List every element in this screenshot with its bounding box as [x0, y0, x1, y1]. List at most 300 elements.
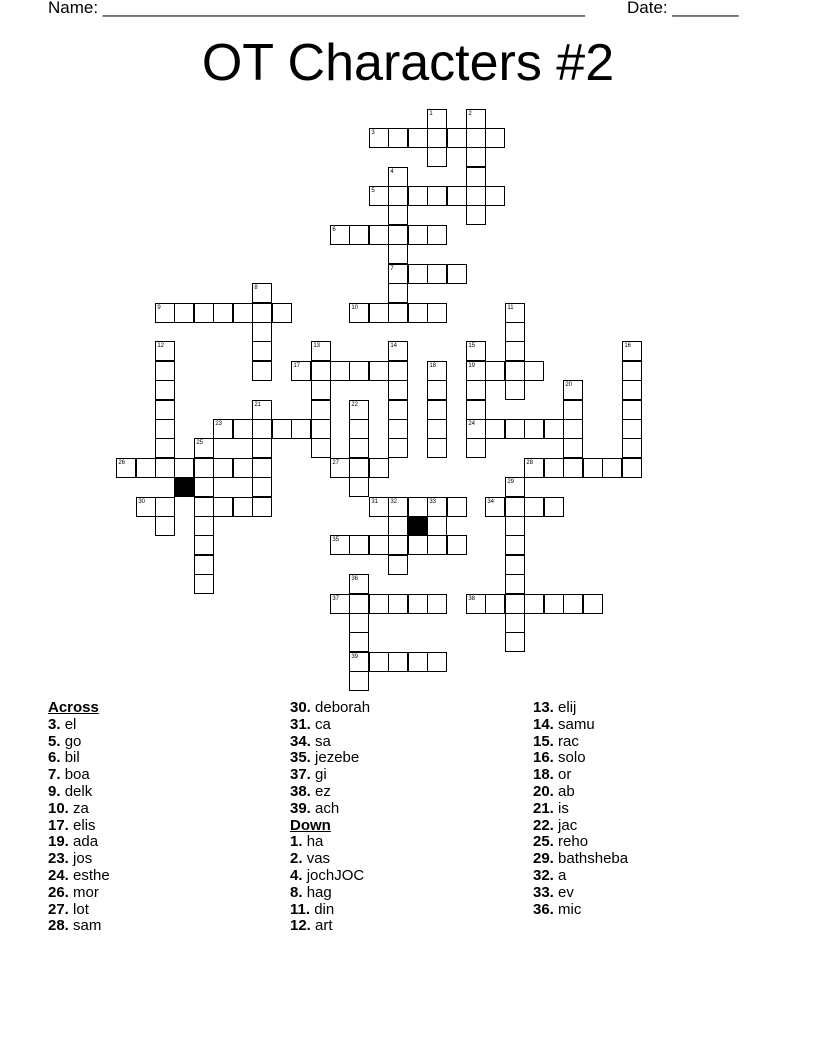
clue-item-number: 35.: [290, 749, 311, 767]
clue-item-text: art: [315, 917, 333, 935]
grid-cell[interactable]: [388, 264, 407, 283]
grid-cell[interactable]: [155, 516, 174, 535]
grid-cell[interactable]: [349, 303, 368, 322]
grid-cell[interactable]: [388, 555, 407, 574]
grid-cell[interactable]: [427, 109, 446, 128]
grid-cell[interactable]: [369, 361, 388, 380]
grid-cell[interactable]: [466, 419, 485, 438]
clue-column-1: [48, 700, 110, 935]
clue-item-number: 25.: [533, 833, 554, 851]
clue-number: 25: [196, 440, 203, 447]
clue-item: [290, 902, 370, 919]
clue-item-number: 13.: [533, 699, 554, 716]
grid-cell[interactable]: [388, 167, 407, 186]
grid-cell[interactable]: [427, 303, 446, 322]
grid-cell[interactable]: [194, 535, 213, 554]
grid-cell[interactable]: [272, 303, 291, 322]
clue-item-text: is: [558, 799, 569, 817]
grid-cell[interactable]: [252, 477, 271, 496]
grid-cell[interactable]: [174, 458, 193, 477]
clue-item-number: 1.: [290, 833, 303, 851]
grid-cell[interactable]: [349, 613, 368, 632]
clue-item: [290, 767, 370, 784]
grid-cell[interactable]: [466, 400, 485, 419]
grid-cell[interactable]: [388, 361, 407, 380]
clue-item: [48, 767, 110, 784]
grid-cell[interactable]: [485, 497, 504, 516]
clue-item: [533, 818, 628, 835]
grid-cell[interactable]: [505, 613, 524, 632]
grid-cell[interactable]: [408, 497, 427, 516]
grid-cell[interactable]: [388, 341, 407, 360]
clue-number: 30: [138, 499, 145, 506]
grid-cell[interactable]: [563, 594, 582, 613]
grid-cell[interactable]: [252, 361, 271, 380]
clue-number: 26: [118, 460, 125, 467]
grid-cell[interactable]: [233, 419, 252, 438]
grid-cell[interactable]: [194, 516, 213, 535]
grid-cell[interactable]: [427, 380, 446, 399]
grid-cell[interactable]: [408, 264, 427, 283]
grid-cell[interactable]: [252, 322, 271, 341]
grid-cell[interactable]: [622, 400, 641, 419]
clue-item-text: rac: [558, 732, 579, 750]
clue-item-text: ev: [558, 883, 574, 901]
clue-item-number: 2.: [290, 850, 303, 868]
grid-cell[interactable]: [427, 497, 446, 516]
grid-cell[interactable]: [291, 419, 310, 438]
grid-cell[interactable]: [427, 361, 446, 380]
grid-cell[interactable]: [524, 419, 543, 438]
grid-cell[interactable]: [427, 652, 446, 671]
grid-cell[interactable]: [563, 419, 582, 438]
grid-cell[interactable]: [311, 380, 330, 399]
clue-item: [533, 851, 628, 868]
clue-number: 38: [468, 596, 475, 603]
grid-cell[interactable]: [388, 225, 407, 244]
grid-cell[interactable]: [194, 574, 213, 593]
grid-cell[interactable]: [369, 497, 388, 516]
clue-number: 18: [429, 363, 436, 370]
grid-cell[interactable]: [369, 594, 388, 613]
clue-item: [533, 750, 628, 767]
clue-number: 35: [332, 537, 339, 544]
clue-item-number: 31.: [290, 715, 311, 733]
grid-cell[interactable]: [466, 594, 485, 613]
grid-cell[interactable]: [349, 400, 368, 419]
clue-item-number: 20.: [533, 782, 554, 800]
grid-cell[interactable]: [563, 400, 582, 419]
grid-cell[interactable]: [447, 186, 466, 205]
grid-cell[interactable]: [388, 205, 407, 224]
grid-cell[interactable]: [427, 225, 446, 244]
grid-cell[interactable]: [622, 438, 641, 457]
grid-cell[interactable]: [311, 419, 330, 438]
grid-cell[interactable]: [311, 361, 330, 380]
clue-item-number: 18.: [533, 766, 554, 784]
clue-number: 9: [157, 305, 161, 312]
grid-cell[interactable]: [408, 225, 427, 244]
clue-item: [48, 902, 110, 919]
grid-cell[interactable]: [466, 109, 485, 128]
clue-item: [290, 717, 370, 734]
grid-cell[interactable]: [388, 594, 407, 613]
grid-cell[interactable]: [388, 497, 407, 516]
grid-cell[interactable]: [427, 516, 446, 535]
grid-cell[interactable]: [330, 225, 349, 244]
grid-cell[interactable]: [447, 264, 466, 283]
grid-cell[interactable]: [116, 458, 135, 477]
grid-cell[interactable]: [213, 497, 232, 516]
clue-item-text: sa: [315, 732, 331, 750]
grid-cell[interactable]: [194, 303, 213, 322]
clue-item-number: 32.: [533, 866, 554, 884]
grid-cell[interactable]: [505, 574, 524, 593]
clue-item-text: mor: [73, 883, 99, 901]
clue-item-number: 12.: [290, 917, 311, 935]
clue-item-text: ach: [315, 799, 340, 817]
grid-cell[interactable]: [427, 535, 446, 554]
grid-cell[interactable]: [622, 361, 641, 380]
grid-cell[interactable]: [311, 400, 330, 419]
grid-cell[interactable]: [155, 341, 174, 360]
grid-cell[interactable]: [427, 264, 446, 283]
grid-cell[interactable]: [505, 516, 524, 535]
grid-cell[interactable]: [563, 438, 582, 457]
grid-cell[interactable]: [447, 535, 466, 554]
grid-cell[interactable]: [388, 535, 407, 554]
clue-number: 17: [293, 363, 300, 370]
grid-cell[interactable]: [369, 303, 388, 322]
grid-cell[interactable]: [349, 632, 368, 651]
grid-cell[interactable]: [583, 458, 602, 477]
grid-cell[interactable]: [544, 419, 563, 438]
grid-cell[interactable]: [369, 458, 388, 477]
black-square: [408, 516, 427, 535]
grid-cell[interactable]: [427, 419, 446, 438]
grid-cell[interactable]: [485, 186, 504, 205]
clue-item-number: 38.: [290, 782, 311, 800]
clue-item: [533, 717, 628, 734]
grid-cell[interactable]: [155, 303, 174, 322]
grid-cell[interactable]: [311, 438, 330, 457]
grid-cell[interactable]: [213, 303, 232, 322]
clue-item-text: hag: [306, 883, 332, 901]
grid-cell[interactable]: [583, 594, 602, 613]
grid-cell[interactable]: [194, 477, 213, 496]
grid-cell[interactable]: [505, 303, 524, 322]
grid-cell[interactable]: [466, 361, 485, 380]
grid-cell[interactable]: [505, 555, 524, 574]
clue-item: [533, 734, 628, 751]
grid-cell[interactable]: [349, 671, 368, 690]
grid-cell[interactable]: [563, 380, 582, 399]
grid-cell[interactable]: [330, 458, 349, 477]
grid-cell[interactable]: [388, 438, 407, 457]
clue-item: [533, 700, 628, 717]
clue-number: 23: [215, 421, 222, 428]
grid-cell[interactable]: [408, 128, 427, 147]
grid-cell[interactable]: [369, 652, 388, 671]
grid-cell[interactable]: [388, 303, 407, 322]
clue-item-text: ca: [315, 715, 331, 733]
across-heading: Across: [48, 699, 99, 716]
clue-item: [290, 801, 370, 818]
grid-cell[interactable]: [136, 458, 155, 477]
clue-item-number: 5.: [48, 732, 61, 750]
clue-number: 2: [468, 111, 472, 118]
grid-cell[interactable]: [369, 128, 388, 147]
grid-cell[interactable]: [427, 438, 446, 457]
clue-item-text: ez: [315, 782, 331, 800]
grid-cell[interactable]: [408, 186, 427, 205]
clue-item-text: reho: [558, 833, 589, 851]
clue-number: 31: [371, 499, 378, 506]
grid-cell[interactable]: [622, 380, 641, 399]
grid-cell[interactable]: [330, 535, 349, 554]
grid-cell[interactable]: [505, 535, 524, 554]
clue-item-number: 26.: [48, 883, 69, 901]
clue-item-text: a: [558, 866, 567, 884]
clue-number: 13: [313, 343, 320, 350]
grid-cell[interactable]: [466, 167, 485, 186]
clue-number: 39: [351, 654, 358, 661]
grid-cell[interactable]: [602, 458, 621, 477]
grid-cell[interactable]: [272, 419, 291, 438]
grid-cell[interactable]: [408, 594, 427, 613]
grid-cell[interactable]: [252, 400, 271, 419]
clue-item-number: 3.: [48, 715, 61, 733]
grid-cell[interactable]: [388, 244, 407, 263]
clue-number: 16: [624, 343, 631, 350]
clue-number: 21: [254, 402, 261, 409]
grid-cell[interactable]: [505, 497, 524, 516]
clue-item-number: 39.: [290, 799, 311, 817]
grid-cell[interactable]: [505, 594, 524, 613]
grid-cell[interactable]: [311, 341, 330, 360]
grid-cell[interactable]: [349, 535, 368, 554]
clue-item-number: 16.: [533, 749, 554, 767]
grid-cell[interactable]: [427, 594, 446, 613]
grid-cell[interactable]: [427, 400, 446, 419]
clue-item-text: solo: [558, 749, 586, 767]
grid-cell[interactable]: [485, 128, 504, 147]
clue-item: [290, 885, 370, 902]
clue-item-text: esthe: [73, 866, 110, 884]
grid-cell[interactable]: [524, 594, 543, 613]
black-square: [174, 477, 193, 496]
grid-cell[interactable]: [544, 458, 563, 477]
grid-cell[interactable]: [194, 458, 213, 477]
grid-cell[interactable]: [155, 438, 174, 457]
grid-cell[interactable]: [349, 594, 368, 613]
grid-cell[interactable]: [622, 419, 641, 438]
clue-item-number: 34.: [290, 732, 311, 750]
grid-cell[interactable]: [194, 438, 213, 457]
grid-cell[interactable]: [155, 419, 174, 438]
grid-cell[interactable]: [505, 380, 524, 399]
grid-cell[interactable]: [408, 652, 427, 671]
grid-cell[interactable]: [233, 458, 252, 477]
grid-cell[interactable]: [388, 516, 407, 535]
grid-cell[interactable]: [505, 419, 524, 438]
clue-item-text: jac: [558, 816, 578, 834]
clue-number: 34: [487, 499, 494, 506]
clue-item: [290, 734, 370, 751]
clue-item: [533, 801, 628, 818]
grid-cell[interactable]: [349, 458, 368, 477]
grid-cell[interactable]: [505, 477, 524, 496]
clue-item-number: 14.: [533, 715, 554, 733]
grid-cell[interactable]: [233, 303, 252, 322]
clue-number: 1: [429, 111, 433, 118]
clue-number: 10: [351, 305, 358, 312]
clue-number: 3: [371, 130, 375, 137]
grid-cell[interactable]: [252, 283, 271, 302]
grid-cell[interactable]: [388, 419, 407, 438]
grid-cell[interactable]: [466, 341, 485, 360]
grid-cell[interactable]: [505, 361, 524, 380]
clue-item-number: 33.: [533, 883, 554, 901]
grid-cell[interactable]: [388, 380, 407, 399]
grid-cell[interactable]: [213, 458, 232, 477]
clue-item-number: 10.: [48, 799, 69, 817]
clue-item-number: 15.: [533, 732, 554, 750]
grid-cell[interactable]: [349, 225, 368, 244]
grid-cell[interactable]: [524, 497, 543, 516]
grid-cell[interactable]: [447, 128, 466, 147]
grid-cell[interactable]: [155, 497, 174, 516]
grid-cell[interactable]: [252, 419, 271, 438]
grid-cell[interactable]: [466, 186, 485, 205]
grid-cell[interactable]: [349, 438, 368, 457]
grid-cell[interactable]: [155, 458, 174, 477]
grid-cell[interactable]: [194, 555, 213, 574]
grid-cell[interactable]: [466, 380, 485, 399]
grid-cell[interactable]: [388, 652, 407, 671]
grid-cell[interactable]: [388, 128, 407, 147]
grid-cell[interactable]: [155, 400, 174, 419]
grid-cell[interactable]: [252, 438, 271, 457]
grid-cell[interactable]: [330, 594, 349, 613]
grid-cell[interactable]: [427, 186, 446, 205]
clue-number: 24: [468, 421, 475, 428]
grid-cell[interactable]: [349, 477, 368, 496]
clue-item: [48, 918, 110, 935]
grid-cell[interactable]: [194, 497, 213, 516]
grid-cell[interactable]: [466, 205, 485, 224]
clue-item-number: 36.: [533, 900, 554, 918]
grid-cell[interactable]: [505, 341, 524, 360]
clue-item-text: bil: [64, 749, 80, 767]
clue-column-3: [533, 700, 628, 918]
grid-cell[interactable]: [485, 594, 504, 613]
grid-cell[interactable]: [291, 361, 310, 380]
clue-item-number: 8.: [290, 883, 303, 901]
clue-number: 19: [468, 363, 475, 370]
grid-cell[interactable]: [388, 400, 407, 419]
grid-cell[interactable]: [505, 632, 524, 651]
clue-number: 4: [390, 169, 394, 176]
clue-item: [48, 834, 110, 851]
grid-cell[interactable]: [155, 380, 174, 399]
grid-cell[interactable]: [252, 497, 271, 516]
grid-cell[interactable]: [466, 128, 485, 147]
clue-item-number: 23.: [48, 850, 69, 868]
grid-cell[interactable]: [466, 147, 485, 166]
grid-cell[interactable]: [349, 574, 368, 593]
clue-item-text: jezebe: [315, 749, 360, 767]
grid-cell[interactable]: [622, 458, 641, 477]
clue-number: 11: [507, 305, 514, 312]
grid-cell[interactable]: [388, 283, 407, 302]
grid-cell[interactable]: [349, 419, 368, 438]
grid-cell[interactable]: [524, 458, 543, 477]
grid-cell[interactable]: [622, 341, 641, 360]
clue-item: [48, 868, 110, 885]
grid-cell[interactable]: [408, 535, 427, 554]
grid-cell[interactable]: [505, 322, 524, 341]
clue-item: [533, 868, 628, 885]
grid-cell[interactable]: [174, 303, 193, 322]
grid-cell[interactable]: [427, 147, 446, 166]
grid-cell[interactable]: [369, 225, 388, 244]
grid-cell[interactable]: [524, 361, 543, 380]
clue-item-text: gi: [315, 766, 327, 784]
clue-item-text: elij: [558, 699, 577, 716]
grid-cell[interactable]: [369, 186, 388, 205]
grid-cell[interactable]: [466, 438, 485, 457]
grid-cell[interactable]: [485, 361, 504, 380]
clue-item-number: 30.: [290, 699, 311, 716]
clue-item: [533, 834, 628, 851]
clue-item-text: din: [314, 900, 335, 918]
grid-cell[interactable]: [233, 497, 252, 516]
grid-cell[interactable]: [330, 361, 349, 380]
clue-item-text: ada: [73, 833, 99, 851]
grid-cell[interactable]: [427, 128, 446, 147]
grid-cell[interactable]: [155, 361, 174, 380]
grid-cell[interactable]: [544, 594, 563, 613]
clue-number: 8: [254, 285, 258, 292]
clue-item: [48, 851, 110, 868]
clue-item-text: ha: [306, 833, 324, 851]
grid-cell[interactable]: [349, 361, 368, 380]
grid-cell[interactable]: [136, 497, 155, 516]
grid-cell[interactable]: [544, 497, 563, 516]
clue-item-number: 6.: [48, 749, 61, 767]
grid-cell[interactable]: [252, 341, 271, 360]
grid-cell[interactable]: [349, 652, 368, 671]
clue-item: [533, 885, 628, 902]
grid-cell[interactable]: [563, 458, 582, 477]
clue-item: [533, 767, 628, 784]
grid-cell[interactable]: [408, 303, 427, 322]
grid-cell[interactable]: [252, 458, 271, 477]
clue-item-text: deborah: [315, 699, 371, 716]
clue-item: [290, 750, 370, 767]
grid-cell[interactable]: [447, 497, 466, 516]
grid-cell[interactable]: [252, 303, 271, 322]
grid-cell[interactable]: [388, 186, 407, 205]
clue-item-number: 4.: [290, 866, 303, 884]
grid-cell[interactable]: [369, 535, 388, 554]
clue-item-number: 21.: [533, 799, 554, 817]
grid-cell[interactable]: [213, 419, 232, 438]
clue-item: [290, 918, 370, 935]
clue-item: [48, 801, 110, 818]
grid-cell[interactable]: [485, 419, 504, 438]
